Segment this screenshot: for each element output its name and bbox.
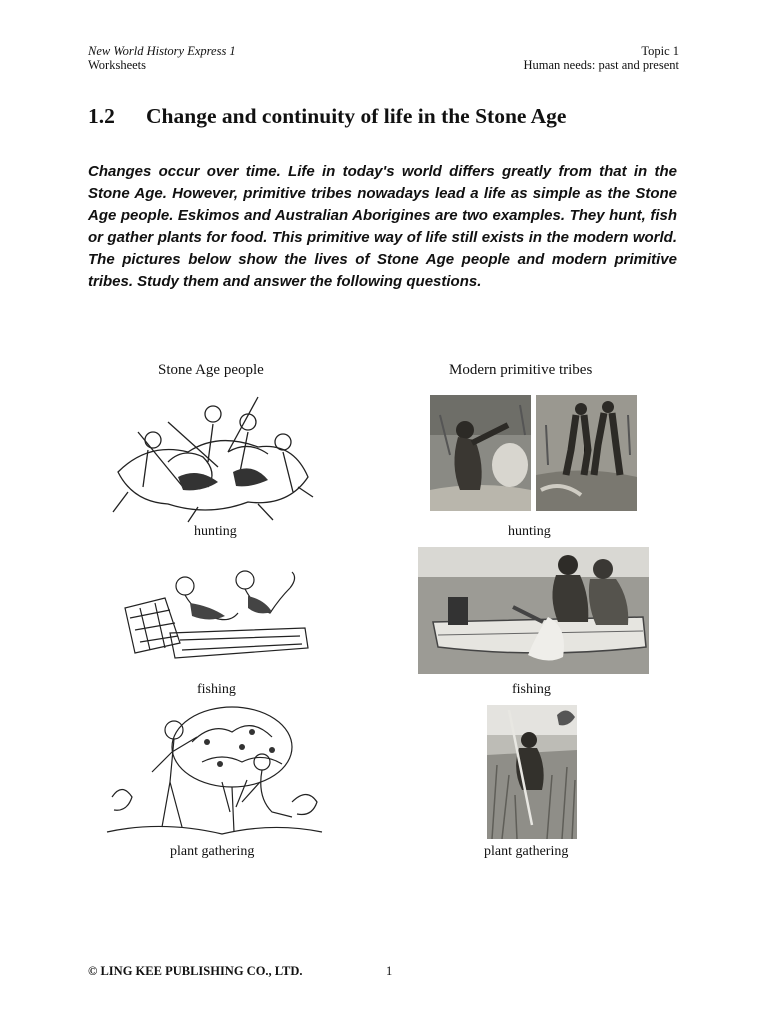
page-number: 1 [386, 964, 393, 978]
topic-number: Topic 1 [641, 44, 679, 58]
header-left [88, 44, 236, 72]
section-title: Change and continuity of life in the Stone Age [146, 104, 567, 128]
publisher-footer: © LING KEE PUBLISHING CO., LTD. [88, 964, 303, 978]
stone-age-heading: Stone Age people [158, 362, 264, 378]
modern-tribes-heading: Modern primitive tribes [449, 362, 593, 378]
stone-age-fishing-illustration [120, 568, 315, 668]
page-title [88, 104, 566, 129]
intro-paragraph: Changes occur over time. Life in today's world differs greatly from that in the Stone Age. However, primitive tribes nowadays lead a life as simple as the Stone Age people. Eskimos and Australian Aborigines are two examples. They hunt, fish or gather plants for food. This primitive way of life still exists in the modern world. The pictures below show the lives of Stone Age people and modern primitive tribes. Study them and answer the following questions. [88, 163, 677, 290]
topic-title: Human needs: past and present [523, 58, 679, 72]
caption-stone-hunting: hunting [194, 524, 237, 539]
caption-stone-plant-gathering: plant gathering [170, 844, 255, 859]
caption-modern-hunting: hunting [508, 524, 551, 539]
caption-modern-fishing: fishing [512, 682, 551, 697]
stone-age-plant-gathering-illustration [102, 702, 327, 842]
worksheets-label: Worksheets [88, 58, 147, 72]
modern-hunting-photo-1 [430, 395, 531, 511]
modern-fishing-photo [418, 547, 649, 674]
caption-stone-fishing: fishing [197, 682, 236, 697]
stone-age-hunting-illustration [108, 392, 318, 524]
modern-plant-gathering-photo [487, 705, 577, 839]
header-right [523, 44, 679, 72]
caption-modern-plant-gathering: plant gathering [484, 844, 569, 859]
section-number: 1.2 [88, 104, 115, 128]
modern-hunting-photo-2 [536, 395, 637, 511]
book-title: New World History Express 1 [88, 44, 236, 58]
